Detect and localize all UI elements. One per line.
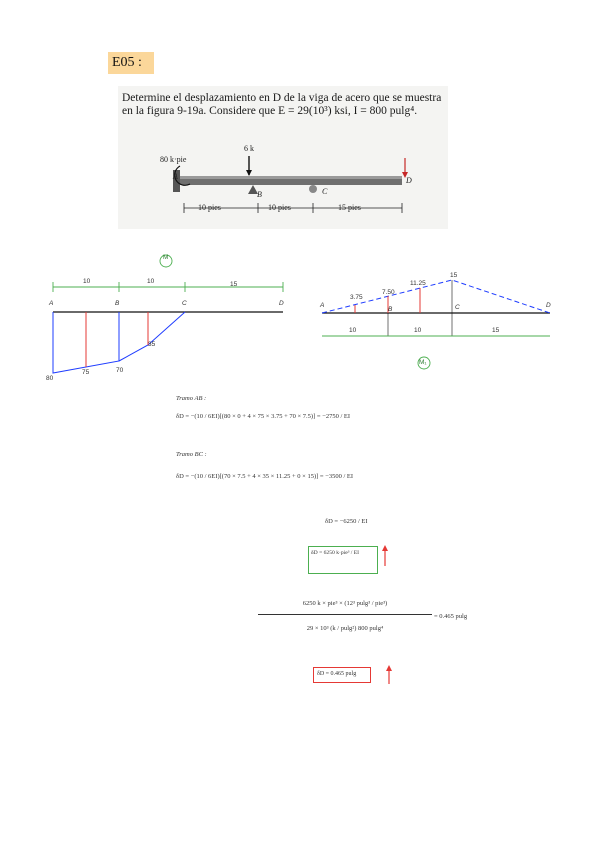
m-value-80: 80 [46,375,54,382]
m-span-3: 15 [230,281,238,288]
m1-span-2: 10 [414,327,422,334]
statement-line-1: Determine el desplazamiento en D de la viga de acero que se muestra [122,92,442,104]
m-value-75: 75 [82,369,90,376]
moment-diagram-m [40,250,300,390]
m-span-2: 10 [147,278,155,285]
m1-value-750: 7.50 [382,289,395,296]
tramo-ab-equation: δD = −(10 / 6EI)[(80 × 0 + 4 × 75 × 3.75 + 70 × 7.5)] = −2750 / EI [176,413,351,420]
exercise-title: E05 : [108,52,154,74]
m-point-a: A [49,300,54,307]
m1-point-a: A [320,302,325,309]
m1-point-c: C [455,304,460,311]
label-a: A [173,172,178,181]
numeric-result: = 0.465 pulg [434,613,468,620]
tramo-bc-label: Tramo BC : [176,451,207,458]
dim-2: 10 pies [268,203,291,212]
up-arrow-icon [380,544,390,568]
up-arrow-icon-2 [384,664,394,686]
m-span-1: 10 [83,278,91,285]
result-box-numeric [313,667,371,683]
result-box-symbolic [308,546,378,574]
m-point-c: C [182,300,187,307]
m-value-70: 70 [116,367,124,374]
m1-circle-label: M₁ [419,359,427,366]
numeric-numerator: 6250 k × pie³ × (12³ pulg³ / pie³) [302,600,388,607]
label-d: D [406,176,412,185]
m1-value-15: 15 [450,272,458,279]
dim-3: 15 pies [338,203,361,212]
m1-point-d: D [546,302,551,309]
moment-label: 80 k·pie [160,155,187,164]
dim-1: 10 pies [198,203,221,212]
fraction-bar [258,614,432,615]
m1-span-1: 10 [349,327,357,334]
numeric-denominator: 29 × 10³ (k / pulg²) 800 pulg⁴ [306,625,384,632]
roller-c [309,185,317,193]
m1-value-375: 3.75 [350,294,363,301]
m1-value-1125: 11.25 [410,280,426,287]
statement-line-2: en la figura 9-19a. Considere que E = 29(10³) ksi, I = 800 pulg⁴. [122,105,418,117]
m-value-35: 35 [148,341,156,348]
m1-span-3: 15 [492,327,500,334]
m1-point-b: B [388,306,393,313]
tramo-ab-label: Tramo AB : [176,395,207,402]
sum-equation: δD = −6250 / EI [325,518,368,525]
m-point-b: B [115,300,120,307]
tramo-bc-equation: δD = −(10 / 6EI)[(70 × 7.5 + 4 × 35 × 11.25 + 0 × 15)] = −3500 / EI [176,473,354,480]
label-c: C [322,187,328,196]
final-equation: δD = 0.465 pulg [317,671,357,677]
moment-diagram-m1 [310,270,560,380]
m-point-d: D [279,300,284,307]
m-circle-label: M [163,254,169,261]
force-label: 6 k [244,144,254,153]
label-b: B [257,190,262,199]
boxed-equation: δD = 6250 k·pie³ / EI [311,550,360,556]
